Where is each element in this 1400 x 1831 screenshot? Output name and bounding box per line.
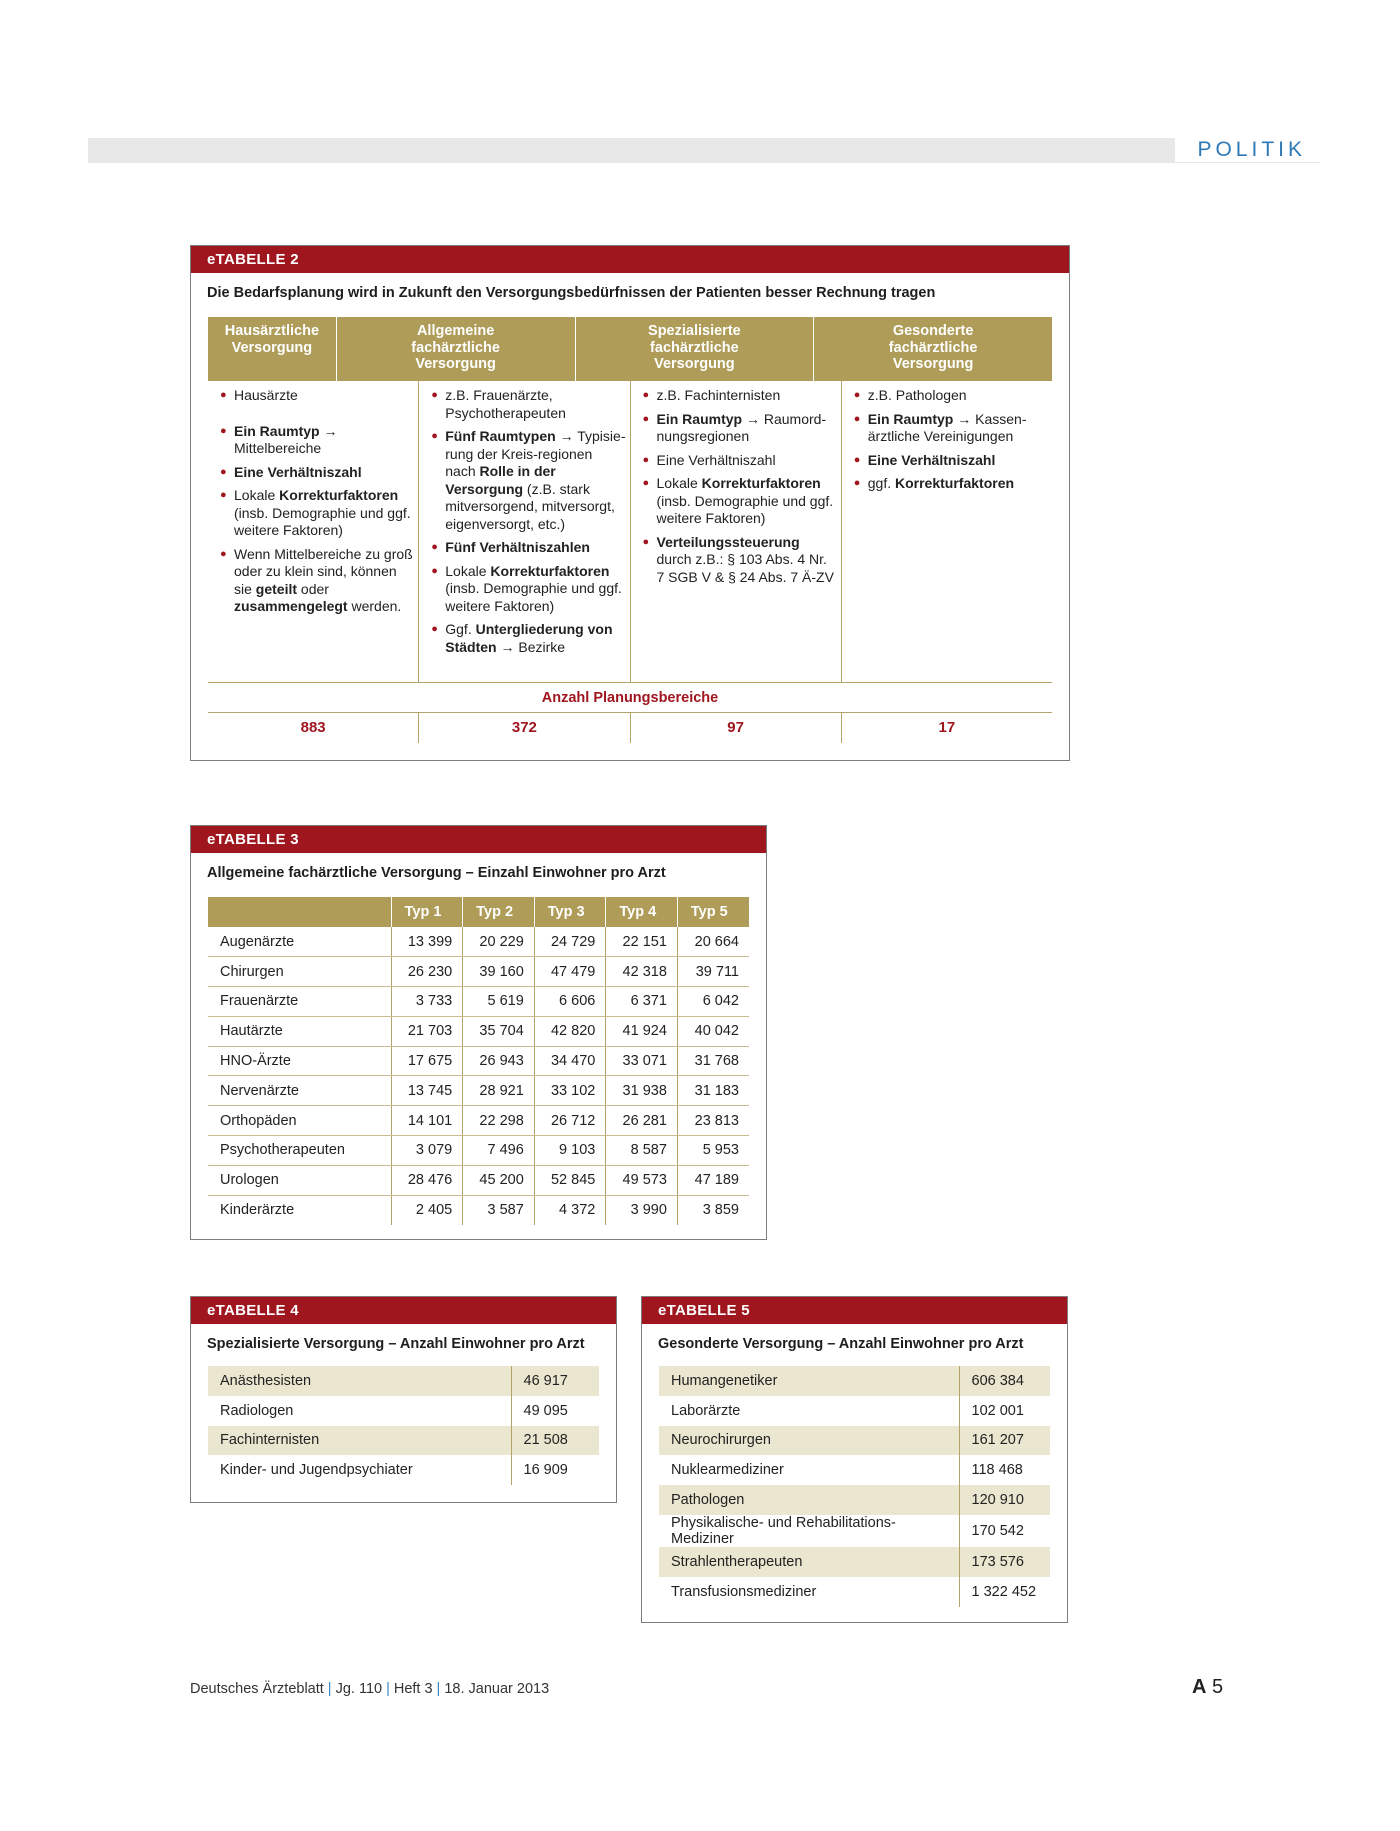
list-item: ● Ein Raumtyp → Kassenärztliche Vereinigungen bbox=[854, 411, 1048, 446]
row-label: Frauenärzte bbox=[208, 987, 391, 1017]
cell-value: 22 298 bbox=[463, 1106, 535, 1136]
column-header: Typ 5 bbox=[677, 897, 749, 927]
cell-value: 31 938 bbox=[606, 1076, 678, 1106]
table-row bbox=[208, 1046, 749, 1076]
cell-value: 118 468 bbox=[971, 1462, 1023, 1479]
cell-value: 49 573 bbox=[606, 1165, 678, 1195]
cell-value: 41 924 bbox=[606, 1016, 678, 1046]
table-tag: eTABELLE 2 bbox=[191, 246, 1069, 273]
cell-value: 8 587 bbox=[606, 1136, 678, 1166]
etabelle-4 bbox=[190, 1296, 617, 1503]
table-row bbox=[659, 1547, 1050, 1577]
cell-value: 5 619 bbox=[463, 987, 535, 1017]
row-label: HNO-Ärzte bbox=[208, 1046, 391, 1076]
cell-value: 161 207 bbox=[959, 1426, 1050, 1456]
column-header: Gesonderte fachärztliche Versorgung bbox=[814, 317, 1052, 381]
cell-value: 45 200 bbox=[463, 1165, 535, 1195]
list-item: ● Lokale Korrekturfaktoren (insb. Demographie und ggf. weitere Faktoren) bbox=[431, 563, 625, 616]
table-row bbox=[659, 1426, 1050, 1456]
row-label: Augenärzte bbox=[208, 927, 391, 957]
anzahl-value: 883 bbox=[208, 713, 419, 743]
cell-value: 42 820 bbox=[534, 1016, 606, 1046]
table-row bbox=[208, 957, 749, 987]
anzahl-value: 97 bbox=[631, 713, 842, 743]
row-label: Radiologen bbox=[208, 1396, 511, 1426]
list-item: ● Wenn Mittelbereiche zu groß oder zu klein sind, können sie geteilt oder zusammengelegt werden. bbox=[220, 546, 414, 616]
row-label: Nuklearmediziner bbox=[659, 1455, 959, 1485]
cell-value: 35 704 bbox=[463, 1016, 535, 1046]
row-label: Laborärzte bbox=[659, 1396, 959, 1426]
table-row bbox=[659, 1396, 1050, 1426]
table-title: Spezialisierte Versorgung – Anzahl Einwohner pro Arzt bbox=[207, 1336, 585, 1352]
cell-value: 23 813 bbox=[677, 1106, 749, 1136]
table-row bbox=[208, 1165, 749, 1195]
cell-value: 13 745 bbox=[391, 1076, 463, 1106]
list-item: ● Fünf Verhältniszahlen bbox=[431, 539, 625, 557]
column-header: Spezialisierte fachärztliche Versorgung bbox=[576, 317, 815, 381]
cell-value: 46 917 bbox=[511, 1366, 599, 1396]
row-label: Nervenärzte bbox=[208, 1076, 391, 1106]
table-title: Gesonderte Versorgung – Anzahl Einwohner pro Arzt bbox=[658, 1336, 1024, 1352]
row-label: Urologen bbox=[208, 1165, 391, 1195]
cell-value: 5 953 bbox=[677, 1136, 749, 1166]
cell-value: 28 476 bbox=[391, 1165, 463, 1195]
cell-value: 33 102 bbox=[534, 1076, 606, 1106]
cell-value: 9 103 bbox=[534, 1136, 606, 1166]
column-header bbox=[208, 897, 391, 927]
cell-value: 39 160 bbox=[463, 957, 535, 987]
table-row bbox=[208, 987, 749, 1017]
list-item: ● Verteilungssteuerung durch z.B.: § 103 Abs. 4 Nr. 7 SGB V & § 24 Abs. 7 Ä-ZV bbox=[643, 534, 837, 587]
row-label: Orthopäden bbox=[208, 1106, 391, 1136]
row-label: Chirurgen bbox=[208, 957, 391, 987]
row-label: Fachinternisten bbox=[208, 1426, 511, 1456]
table-tag: eTABELLE 5 bbox=[642, 1297, 1067, 1324]
table-row bbox=[208, 1426, 599, 1456]
table-row bbox=[208, 1366, 599, 1396]
row-label: Anästhesisten bbox=[208, 1366, 511, 1396]
anzahl-label: Anzahl Planungsbereiche bbox=[208, 683, 1052, 713]
cell-value: 173 576 bbox=[959, 1547, 1050, 1577]
cell-value: 24 729 bbox=[534, 927, 606, 957]
table-row bbox=[659, 1515, 1050, 1547]
list-item: ● z.B. Fachinternisten bbox=[643, 387, 837, 405]
column-header: Typ 2 bbox=[463, 897, 535, 927]
cell-value: 1 322 452 bbox=[971, 1583, 1037, 1600]
cell-value: 28 921 bbox=[463, 1076, 535, 1106]
cell-value: 34 470 bbox=[534, 1046, 606, 1076]
section-label: POLITIK bbox=[1175, 137, 1320, 162]
page-number: A 5 bbox=[1192, 1676, 1224, 1698]
table-row bbox=[208, 1106, 749, 1136]
column-gesondert bbox=[842, 381, 1052, 682]
row-label: Hautärzte bbox=[208, 1016, 391, 1046]
cell-value: 49 095 bbox=[523, 1402, 568, 1419]
table-title: Die Bedarfsplanung wird in Zukunft den Versorgungsbedürfnissen der Patienten besser Rechnung tragen bbox=[207, 285, 936, 301]
list-item: ● Fünf Raumtypen → Typisierung der Kreis-regionen nach Rolle in der Versorgung (z.B. stark mitversorgend, mitversorgt, eigenversorgt, etc.) bbox=[431, 428, 625, 533]
cell-value: 20 664 bbox=[677, 927, 749, 957]
table-title: Allgemeine fachärztliche Versorgung – Einzahl Einwohner pro Arzt bbox=[207, 865, 666, 881]
einwohner-table bbox=[659, 1366, 1050, 1607]
cell-value: 47 479 bbox=[534, 957, 606, 987]
column-header: Typ 1 bbox=[391, 897, 463, 927]
column-header: Allgemeine fachärztliche Versorgung bbox=[337, 317, 576, 381]
cell-value: 3 733 bbox=[391, 987, 463, 1017]
cell-value: 31 183 bbox=[677, 1076, 749, 1106]
header-row bbox=[208, 897, 749, 927]
cell-value: 6 606 bbox=[534, 987, 606, 1017]
column-header: Hausärztliche Versorgung bbox=[208, 317, 337, 381]
cell-value: 40 042 bbox=[677, 1016, 749, 1046]
cell-value: 14 101 bbox=[391, 1106, 463, 1136]
etabelle-5 bbox=[641, 1296, 1068, 1623]
einwohner-table bbox=[208, 897, 749, 1225]
table-row bbox=[208, 927, 749, 957]
table-row bbox=[659, 1485, 1050, 1515]
cell-value: 22 151 bbox=[606, 927, 678, 957]
row-label: Neurochirurgen bbox=[659, 1426, 959, 1456]
table-row bbox=[659, 1366, 1050, 1396]
row-label: Physikalische- und Rehabilitations-Mediziner bbox=[659, 1515, 959, 1547]
cell-value: 6 042 bbox=[677, 987, 749, 1017]
content-row bbox=[208, 381, 1052, 683]
separator: | bbox=[436, 1681, 441, 1697]
cell-value: 26 281 bbox=[606, 1106, 678, 1136]
separator: | bbox=[386, 1681, 390, 1697]
cell-value: 4 372 bbox=[534, 1195, 606, 1225]
column-header: Typ 4 bbox=[606, 897, 678, 927]
cell-value: 21 508 bbox=[511, 1426, 599, 1456]
cell-value: 102 001 bbox=[971, 1402, 1024, 1419]
bedarfsplanung-grid bbox=[208, 317, 1052, 743]
volume: Jg. 110 bbox=[335, 1681, 383, 1697]
table-row bbox=[208, 1076, 749, 1106]
list-item: ● Lokale Korrekturfaktoren (insb. Demographie und ggf. weitere Faktoren) bbox=[220, 487, 414, 540]
anzahl-row bbox=[208, 713, 1052, 743]
row-label: Transfusionsmediziner bbox=[659, 1577, 959, 1607]
cell-value: 16 909 bbox=[523, 1462, 568, 1479]
column-hausaerztlich bbox=[208, 381, 419, 682]
issue: Heft 3 bbox=[393, 1681, 433, 1697]
list-item: ● Hausärzte bbox=[220, 387, 414, 405]
cell-value: 2 405 bbox=[391, 1195, 463, 1225]
cell-value: 3 079 bbox=[391, 1136, 463, 1166]
table-tag: eTABELLE 3 bbox=[191, 826, 766, 853]
cell-value: 26 230 bbox=[391, 957, 463, 987]
section-bar bbox=[88, 138, 1320, 163]
table-tag: eTABELLE 4 bbox=[191, 1297, 616, 1324]
cell-value: 120 910 bbox=[959, 1485, 1050, 1515]
einwohner-table bbox=[208, 1366, 599, 1485]
row-label: Pathologen bbox=[659, 1485, 959, 1515]
table-row bbox=[208, 1016, 749, 1046]
cell-value: 170 542 bbox=[971, 1522, 1024, 1539]
etabelle-3 bbox=[190, 825, 767, 1240]
list-item: ● Eine Verhältniszahl bbox=[854, 452, 1048, 470]
header-row bbox=[208, 317, 1052, 381]
list-item: ● z.B. Pathologen bbox=[854, 387, 1048, 405]
table-row bbox=[208, 1396, 599, 1426]
cell-value: 3 990 bbox=[606, 1195, 678, 1225]
table-row bbox=[659, 1455, 1050, 1485]
date: 18. Januar 2013 bbox=[444, 1681, 550, 1697]
list-item: ● z.B. Frauenärzte, Psychotherapeuten bbox=[431, 387, 625, 422]
cell-value: 17 675 bbox=[391, 1046, 463, 1076]
table-row bbox=[208, 1455, 599, 1485]
row-label: Kinderärzte bbox=[208, 1195, 391, 1225]
cell-value: 606 384 bbox=[959, 1366, 1050, 1396]
cell-value: 13 399 bbox=[391, 927, 463, 957]
journal-name: Deutsches Ärzteblatt bbox=[190, 1681, 324, 1697]
cell-value: 20 229 bbox=[463, 927, 535, 957]
cell-value: 42 318 bbox=[606, 957, 678, 987]
footer bbox=[190, 1681, 549, 1697]
cell-value: 47 189 bbox=[677, 1165, 749, 1195]
cell-value: 3 587 bbox=[463, 1195, 535, 1225]
list-item: ● Lokale Korrekturfaktoren (insb. Demographie und ggf. weitere Faktoren) bbox=[643, 475, 837, 528]
cell-value: 39 711 bbox=[677, 957, 749, 987]
list-item: ● Ein Raumtyp → Mittelbereiche bbox=[220, 423, 414, 458]
row-label: Kinder- und Jugendpsychiater bbox=[208, 1455, 511, 1485]
list-item: ● ggf. Korrekturfaktoren bbox=[854, 475, 1048, 493]
cell-value: 7 496 bbox=[463, 1136, 535, 1166]
list-item: ● Ggf. Untergliederung von Städten → Bezirke bbox=[431, 621, 625, 656]
table-row bbox=[659, 1577, 1050, 1607]
anzahl-value: 372 bbox=[419, 713, 630, 743]
etabelle-2 bbox=[190, 245, 1070, 761]
cell-value: 3 859 bbox=[702, 1202, 739, 1219]
table-row bbox=[208, 1136, 749, 1166]
cell-value: 6 371 bbox=[606, 987, 678, 1017]
cell-value: 33 071 bbox=[606, 1046, 678, 1076]
row-label: Humangenetiker bbox=[659, 1366, 959, 1396]
table-row bbox=[208, 1195, 749, 1225]
cell-value: 21 703 bbox=[391, 1016, 463, 1046]
column-spezialisiert bbox=[631, 381, 842, 682]
cell-value: 31 768 bbox=[677, 1046, 749, 1076]
list-item: ● Eine Verhältniszahl bbox=[643, 452, 837, 470]
cell-value: 26 943 bbox=[463, 1046, 535, 1076]
column-header: Typ 3 bbox=[534, 897, 606, 927]
list-item: ● Ein Raumtyp → Raumordnungsregionen bbox=[643, 411, 837, 446]
list-item: ● Eine Verhältniszahl bbox=[220, 464, 414, 482]
cell-value: 52 845 bbox=[534, 1165, 606, 1195]
anzahl-value: 17 bbox=[938, 719, 956, 736]
separator: | bbox=[327, 1681, 332, 1697]
row-label: Psychotherapeuten bbox=[208, 1136, 391, 1166]
column-allgemein bbox=[419, 381, 630, 682]
row-label: Strahlentherapeuten bbox=[659, 1547, 959, 1577]
cell-value: 26 712 bbox=[534, 1106, 606, 1136]
